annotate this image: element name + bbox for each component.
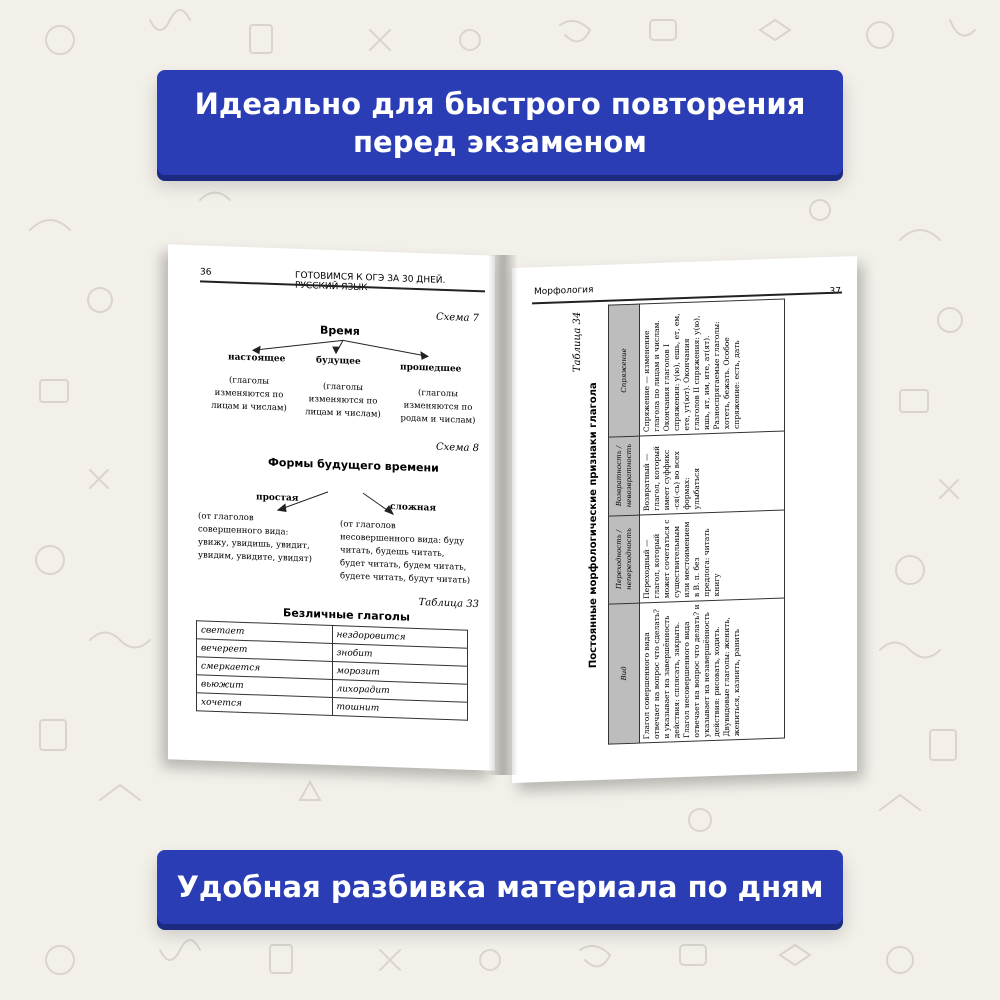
- right-page: [512, 256, 857, 783]
- top-banner-line-1: Идеально для быстрого повторения: [194, 86, 806, 121]
- table-cell: Возвратный — глагол, который имеет суффикс -ся(-сь) во всех формах: улыбаться: [640, 431, 785, 515]
- scheme8-note-right: (от глаголов несовершенного вида: буду читать, будешь читать, будет читать, будем читать, будете читать, будут читать): [340, 519, 471, 586]
- scheme7-root: Время: [320, 323, 360, 338]
- table-cell: Спряжение — изменение глагола по лицам и числам. Окончания глаголов I спряжения: у(ю), ешь, ет, ем, ете, ут(ют). Окончания глаголов II спряжения: у(ю), ишь, ит, им, ите, ат(ят). Разноспрягаемые глаголы: хотеть, бежать. Особое спряжение: есть, дать: [640, 299, 785, 436]
- table33-title: Безличные глаголы: [283, 606, 410, 624]
- scheme8-root: Формы будущего времени: [268, 455, 439, 475]
- table-cell: морозит: [332, 662, 468, 685]
- rotated-table34: [572, 299, 772, 746]
- scheme8-branch-1: простая: [256, 492, 299, 504]
- top-banner-line-2: перед экзаменом: [353, 124, 647, 159]
- table-cell: вечереет: [197, 639, 333, 662]
- table-cell: смеркается: [197, 657, 333, 680]
- scheme7-caption: Схема 7: [435, 311, 479, 325]
- scheme8-branch-2: сложная: [390, 502, 436, 514]
- table-cell: хочется: [197, 693, 333, 716]
- table-header: Возвратность / невозвратность: [609, 436, 640, 516]
- scheme7-note-1: (глаголы изменяются по лицам и числам): [211, 375, 287, 414]
- scheme7-branch-3: прошедшее: [400, 362, 462, 375]
- left-page-number: 36: [200, 267, 212, 278]
- table-row: [640, 299, 785, 743]
- table-cell: нездоровится: [332, 626, 468, 649]
- scheme7-branch-2: будущее: [316, 355, 361, 368]
- right-running-title: Морфология: [534, 285, 594, 298]
- impersonal-verbs-table: [196, 620, 468, 720]
- table-header: Переходность / непереходность: [609, 515, 640, 604]
- table-header: Спряжение: [609, 304, 640, 437]
- verb-features-table: [608, 298, 785, 744]
- table33-caption: Таблица 33: [418, 597, 479, 611]
- scheme7-branch-1: настоящее: [228, 352, 286, 365]
- scheme7-note-2: (глаголы изменяются по лицам и числам): [305, 381, 381, 420]
- scheme7-note-3: (глаголы изменяются по родам и числам): [400, 388, 476, 427]
- table-cell: светает: [197, 621, 333, 644]
- table-cell: вьюжит: [197, 675, 333, 698]
- table-cell: тошнит: [332, 698, 468, 721]
- scheme8-caption: Схема 8: [435, 441, 479, 455]
- table-cell: лихорадит: [332, 680, 468, 703]
- table-cell: Глагол совершенного вида отвечает на вопрос что сделать? и указывает на завершённость действия: сплясать, закрыть. Глагол несовершенного вида отвечает на вопрос что делать? и указывает на незавершённость действия: рисовать, ходить. Двувидовые глаголы: женить, жениться, казнить, ранить: [640, 598, 785, 744]
- left-running-title: ГОТОВИМСЯ К ОГЭ ЗА 30 ДНЕЙ. РУССКИЙ ЯЗЫК: [295, 270, 446, 294]
- scheme8-note-left: (от глаголов совершенного вида: увижу, увидишь, увидит, увидим, увидите, увидят): [198, 511, 312, 565]
- table-cell: знобит: [332, 644, 468, 667]
- book-spine-shadow: [488, 255, 518, 775]
- table-cell: Переходный — глагол, который может сочетаться с существительным или местоимением в В. п. без предлога: читать книгу: [640, 510, 785, 603]
- bottom-banner-text: Удобная разбивка материала по дням: [176, 870, 824, 904]
- table34-caption: Таблица 34: [572, 311, 583, 373]
- table-header: Вид: [609, 603, 640, 745]
- right-page-number: 37: [829, 286, 841, 297]
- left-page: [168, 244, 495, 770]
- bottom-banner: [157, 850, 843, 924]
- table-header-row: [609, 304, 640, 744]
- table34-title: Постоянные морфологические признаки глагола: [588, 382, 599, 669]
